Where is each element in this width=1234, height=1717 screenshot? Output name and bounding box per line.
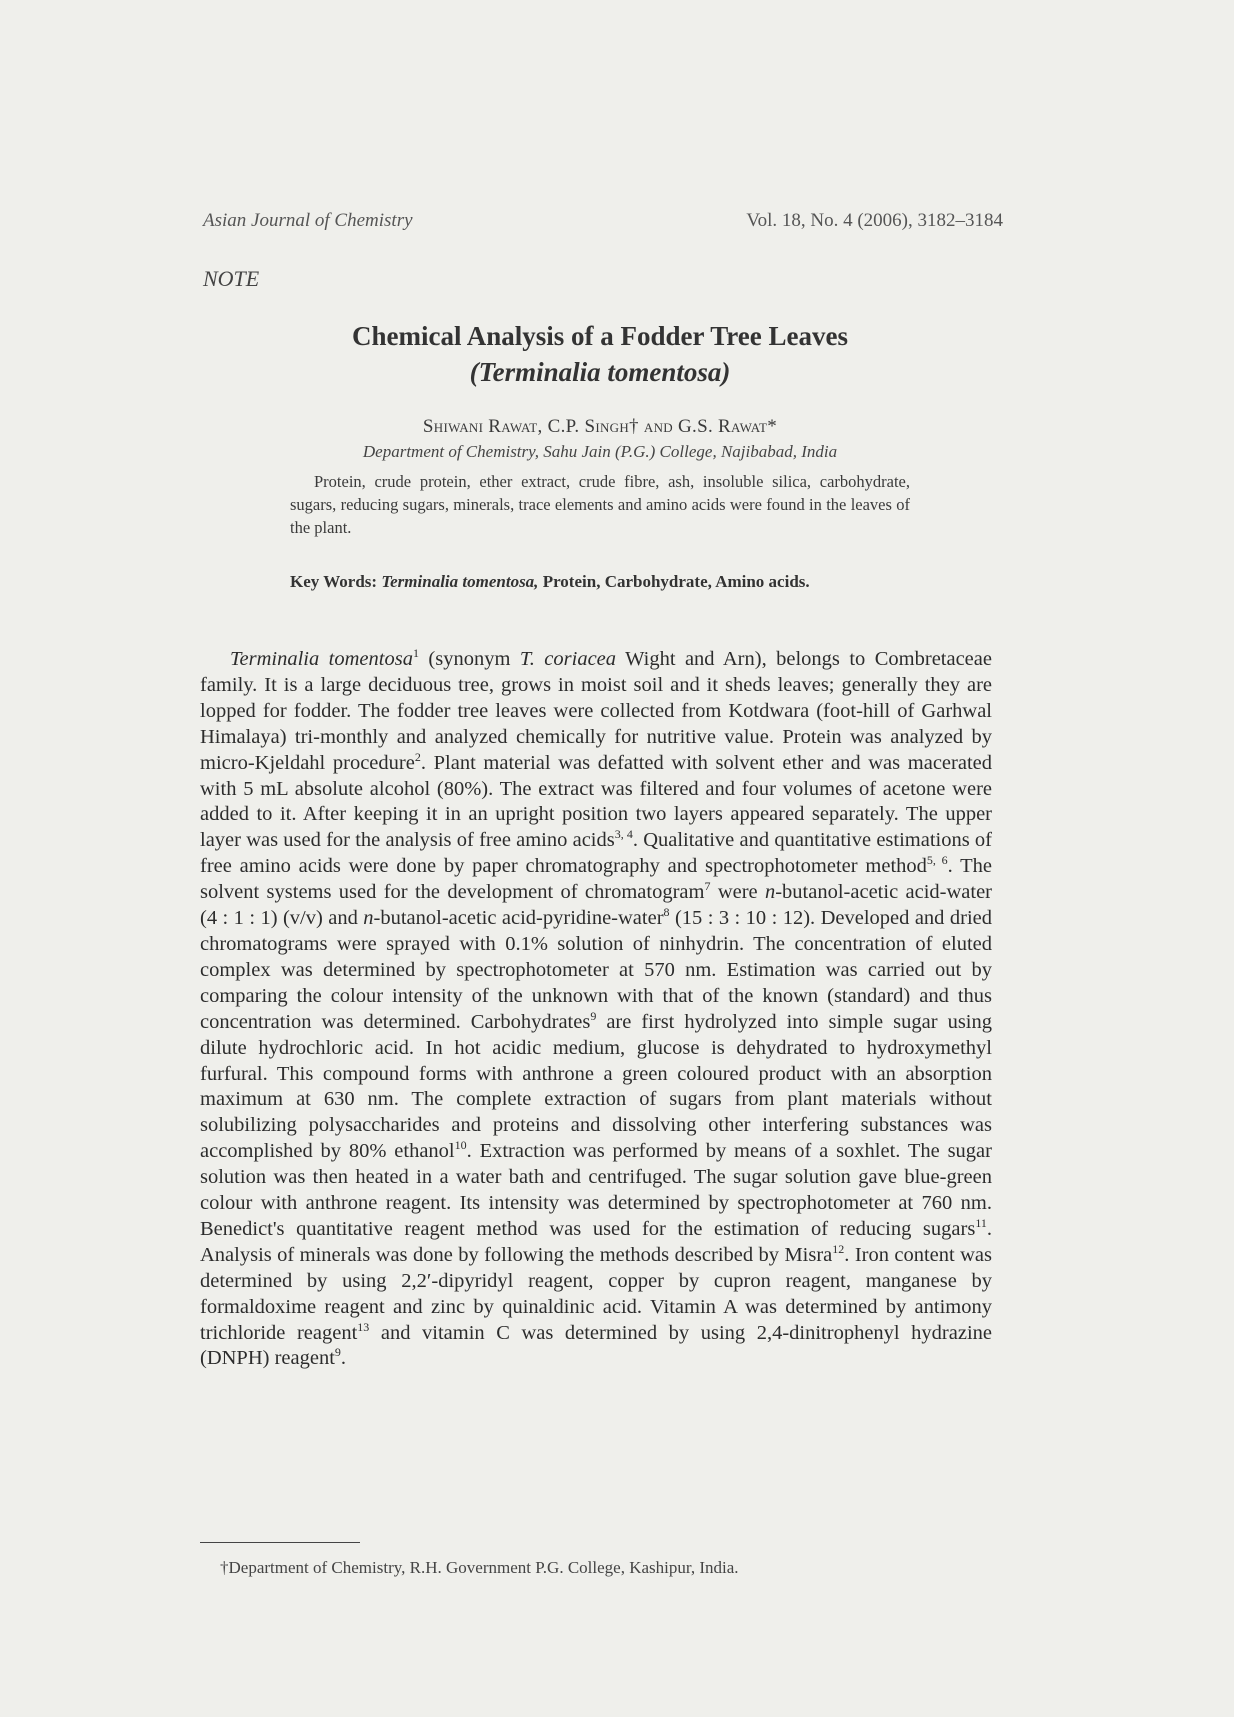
body-span: . Qualitative and quantitative estimations of free amino acids were done by paper chromatography and spectrophotometer method (200, 829, 992, 878)
body-span: Wight and Arn), belongs to Combretaceae family. It is a large deciduous tree, grows in moist soil and it sheds leaves; generally they are lopped for fodder. The fodder tree leaves were collected from Kotdwara (foot-hill of Garhwal Himalaya) tri-monthly and analyzed chemically for nutritive value. Protein was analyzed by micro-Kjeldahl procedure (200, 648, 992, 774)
body-span: . Analysis of minerals was done by following the methods described by Misra (200, 1217, 992, 1266)
citation-ref: 5, 6 (926, 853, 948, 868)
note-label: NOTE (203, 266, 260, 291)
citation-ref: 2 (414, 749, 421, 764)
citation-ref: 1 (412, 646, 419, 661)
keyword-species: Terminalia tomentosa, (381, 572, 539, 591)
keywords-rest: Protein, Carbohydrate, Amino acids. (542, 572, 810, 591)
citation-ref: 10 (454, 1138, 467, 1153)
body-paragraph (200, 647, 992, 1372)
citation-ref: 9 (334, 1345, 341, 1360)
body-span: . Iron content was determined by using 2,2′-dipyridyl reagent, copper by cupron reagent, manganese by formaldoxime reagent and zinc by quinaldinic acid. Vitamin A was determined by antimony trichloride reagent (200, 1243, 993, 1344)
body-span: are first hydrolyzed into simple sugar using dilute hydrochloric acid. In hot acidic medium, glucose is dehydrated to hydroxymethyl furfural. This compound forms with anthrone a green coloured product with an absorption maximum at 630 nm. The complete extraction of sugars from plant materials without solubilizing polysaccharides and proteins and dissolving other interfering substances was accomplished by 80% ethanol (200, 1010, 992, 1163)
abstract: Protein, crude protein, ether extract, crude fibre, ash, insoluble silica, carbohydrate, sugars, reducing sugars, minerals, trace elements and amino acids were found in the leaves of the plant. (290, 472, 910, 537)
body-span: were (710, 881, 765, 904)
title-line-2: (Terminalia tomentosa) (469, 357, 731, 387)
paper-title (200, 318, 1000, 390)
body-italic: n (764, 881, 776, 904)
body-span: . Extraction was performed by means of a soxhlet. The sugar solution was then heated in a water bath and centrifuged. The sugar solution gave blue-green colour with anthrone reagent. Its intensity was determined by spectrophotometer at 760 nm. Benedict's quantitative reagent method was used for the estimation of reducing sugars (200, 1140, 992, 1240)
citation-ref: 12 (832, 1242, 845, 1257)
keywords-label: Key Words: (290, 572, 378, 591)
citation-ref: 7 (704, 879, 711, 894)
author-list: Shiwani Rawat, C.P. Singh† and G.S. Rawat* (422, 416, 778, 437)
citation-ref: 13 (357, 1319, 370, 1334)
title-line-1: Chemical Analysis of a Fodder Tree Leaves (352, 321, 848, 351)
citation-ref: 11 (975, 1216, 987, 1231)
body-span: -butanol-acetic acid-pyridine-water (373, 907, 664, 930)
volume-info: Vol. 18, No. 4 (2006), 3182–3184 (746, 210, 1003, 231)
body-span: (15 : 3 : 10 : 12). Developed and dried chromatograms were sprayed with 0.1% solution of ninhydrin. The concentration of eluted complex was determined by spectrophotometer at 570 nm. Estimation was carried out by comparing the colour intensity of the unknown with that of the known (standard) and thus concentration was determined. Carbohydrates (200, 907, 992, 1033)
citation-ref: 9 (590, 1008, 597, 1023)
body-italic: T. coriacea (519, 648, 617, 670)
body-span: -butanol-acetic acid-water (4 : 1 : 1) (v/v) and (200, 881, 992, 930)
affiliation: Department of Chemistry, Sahu Jain (P.G.) College, Najibabad, India (362, 442, 838, 461)
body-italic: n (363, 907, 374, 930)
body-span: . Plant material was defatted with solvent ether and was macerated with 5 mL absolute alcohol (80%). The extract was filtered and four volumes of acetone were added to it. After keeping it in an upright position two layers appeared separately. The upper layer was used for the analysis of free amino acids (200, 751, 992, 852)
footnote-rule (200, 1542, 360, 1543)
journal-name: Asian Journal of Chemistry (203, 210, 413, 231)
body-span: . The solvent systems used for the development of chromatogram (200, 855, 993, 904)
citation-ref: 3, 4 (614, 827, 633, 842)
body-span: (synonym (418, 648, 520, 670)
body-italic: Terminalia tomentosa (230, 648, 413, 670)
citation-ref: 8 (663, 905, 670, 920)
keywords (290, 570, 910, 593)
body-text (200, 647, 992, 1372)
body-span: and vitamin C was determined by using 2,4-dinitrophenyl hydrazine (DNPH) reagent (200, 1321, 993, 1370)
body-span: . (340, 1347, 347, 1370)
footnote: †Department of Chemistry, R.H. Government P.G. College, Kashipur, India. (220, 1558, 739, 1577)
